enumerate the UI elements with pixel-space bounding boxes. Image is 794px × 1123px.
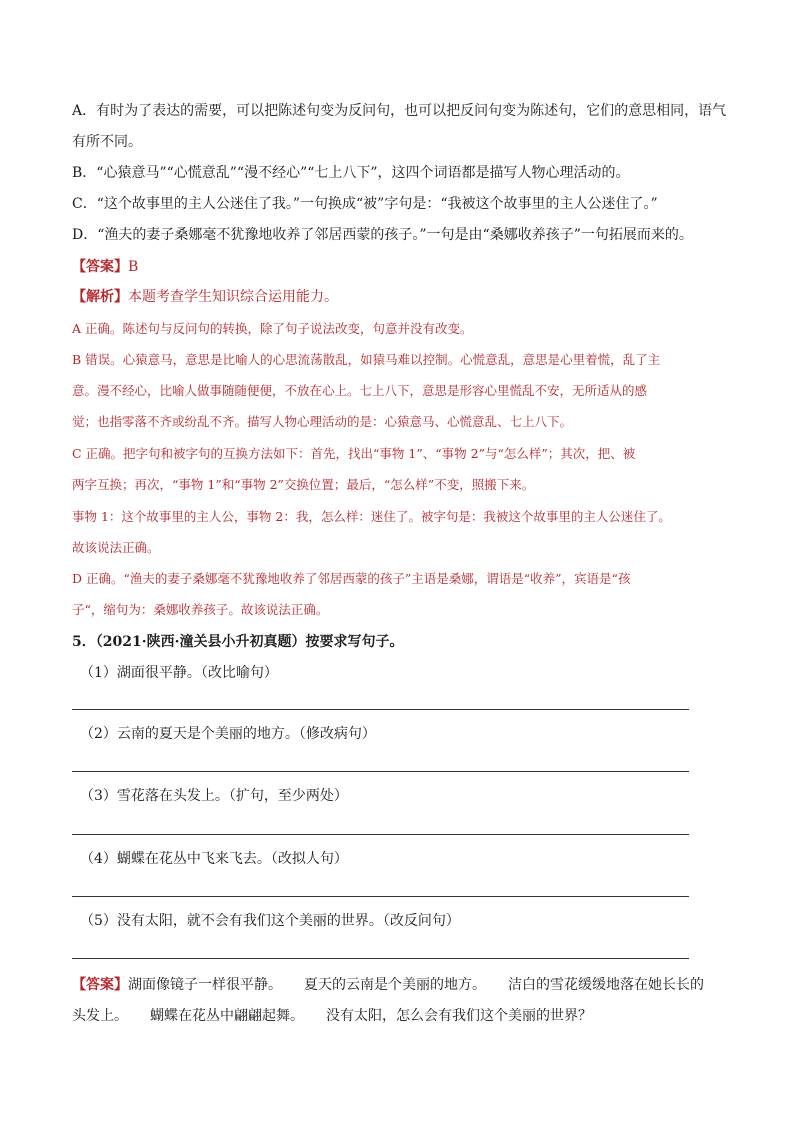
- analysis-line: C 正确。把字句和被字句的互换方法如下：首先，找出“事物 1”、“事物 2”与“怎么样”；其次，把、被: [72, 446, 636, 461]
- q5-item-2: （2）云南的夏天是个美丽的地方。（修改病句）: [80, 726, 376, 742]
- analysis-line: 事物 1：这个故事里的主人公，事物 2：我，怎么样：迷住了。被字句是：我被这个故事里的主人公迷住了。: [72, 509, 671, 524]
- answer-sentence: 洁白的雪花缓缓地落在她长长的: [508, 977, 704, 993]
- option-d: D．“渔夫的妻子桑娜毫不犹豫地收养了邻居西蒙的孩子。”一句是由“桑娜收养孩子”一句拓展而来的。: [72, 227, 693, 243]
- option-c: C．“这个故事里的主人公迷住了我。”一句换成“被”字句是：“我被这个故事里的主人公迷住了。”: [72, 196, 658, 212]
- answer-label: 【答案】: [72, 259, 128, 275]
- answer-rule-3: [72, 834, 689, 835]
- analysis-line: D 正确。“渔夫的妻子桑娜毫不犹豫地收养了邻居西蒙的孩子”主语是桑娜，谓语是“收养”，宾语是“孩: [72, 571, 631, 586]
- q5-answer-line1: [72, 975, 704, 995]
- answer-sentence: 蝴蝶在花丛中翩翩起舞。: [150, 1008, 304, 1024]
- answer-sentence: 没有太阳，怎么会有我们这个美丽的世界？: [326, 1008, 592, 1024]
- analysis-line: 两字互换；再次，“事物 1”和“事物 2”交换位置；最后，“怎么样”不变，照搬下来。: [72, 477, 535, 492]
- answer-sentence: 头发上。: [72, 1008, 128, 1024]
- analysis-line: B 错误。心猿意马，意思是比喻人的心思流荡散乱，如猿马难以控制。心慌意乱，意思是心里着慌，乱了主: [72, 352, 661, 367]
- q5-item-4: （4）蝴蝶在花丛中飞来飞去。（改拟人句）: [80, 851, 348, 867]
- answer-label: 【答案】: [72, 977, 128, 993]
- answer-value: B: [128, 259, 139, 275]
- answer-rule-2: [72, 771, 689, 772]
- option-a-line1: A．有时为了表达的需要，可以把陈述句变为反问句，也可以把反问句变为陈述句，它们的意思相同，语气: [72, 103, 727, 119]
- answer-rule-5: [72, 958, 689, 959]
- answer-sentence: 湖面像镜子一样很平静。: [128, 977, 282, 993]
- answer-sentence: 夏天的云南是个美丽的地方。: [304, 977, 486, 993]
- analysis-line: A 正确。陈述句与反问句的转换，除了句子说法改变，句意并没有改变。: [72, 321, 473, 336]
- q5-item-3: （3）雪花落在头发上。（扩句，至少两处）: [80, 788, 348, 804]
- q5-item-5: （5）没有太阳，就不会有我们这个美丽的世界。（改反问句）: [80, 913, 460, 929]
- analysis-label: 【解析】: [72, 289, 128, 305]
- q4-analysis-heading: [72, 287, 338, 307]
- q5-title: 5．（2021·陕西·潼关县小升初真题）按要求写句子。: [72, 634, 404, 650]
- analysis-line: 子“，缩句为：桑娜收养孩子。故该说法正确。: [72, 602, 329, 617]
- analysis-line: 意。漫不经心，比喻人做事随随便便，不放在心上。七上八下，意思是形容心里慌乱不安，无所适从的感: [72, 383, 648, 398]
- answer-rule-4: [72, 896, 689, 897]
- q5-answer-line2: [72, 1006, 592, 1026]
- analysis-intro: 本题考查学生知识综合运用能力。: [128, 289, 338, 305]
- q4-answer: [72, 257, 138, 277]
- q5-item-1: （1）湖面很平静。（改比喻句）: [80, 665, 278, 681]
- answer-rule-1: [72, 709, 689, 710]
- option-a-line2: 有所不同。: [72, 134, 142, 150]
- analysis-line: 觉；也指零落不齐或纷乱不齐。描写人物心理活动的是：心猿意马、心慌意乱、七上八下。: [72, 414, 573, 429]
- analysis-line: 故该说法正确。: [72, 540, 160, 555]
- option-b: B．“心猿意马”“心慌意乱”“漫不经心”“七上八下”，这四个词语都是描写人物心理活动的。: [72, 165, 630, 181]
